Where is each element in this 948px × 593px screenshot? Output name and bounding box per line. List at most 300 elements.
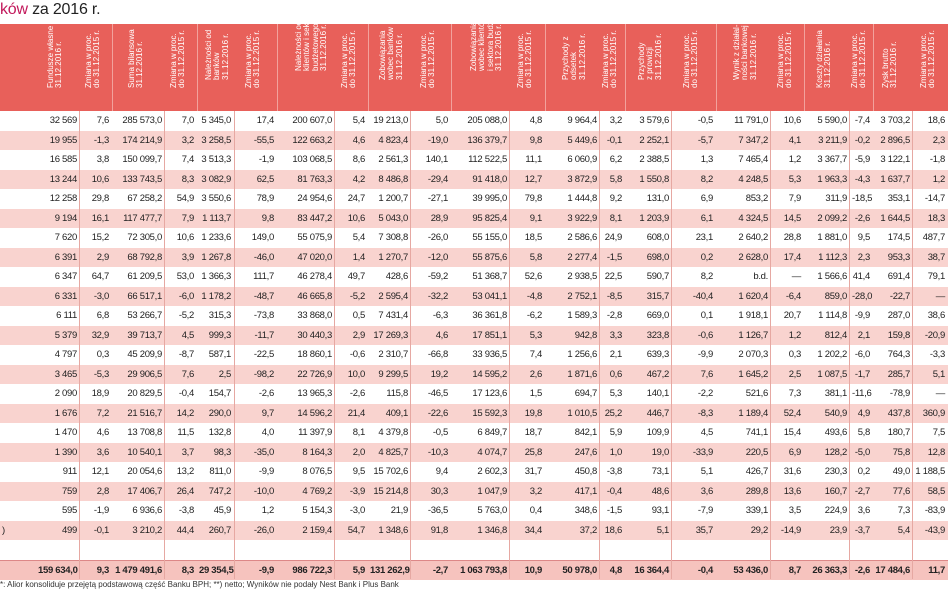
table-cell: 3 513,3 [201,154,231,165]
table-cell: 1 444,8 [567,193,597,204]
table-cell: 32,9 [91,329,109,341]
table-cell: 62,5 [256,173,274,185]
table-cell: 15,4 [783,427,801,438]
table-cell: 1 918,1 [738,310,768,321]
table-cell: 47 020,0 [297,251,332,263]
table-cell: 1 113,7 [202,212,231,224]
table-cell: 1 202,2 [817,349,847,360]
table-cell: 3 579,6 [639,115,669,126]
table-cell: 21,9 [390,505,408,516]
table-cell: 23,1 [695,232,713,243]
table-cell: 154,7 [208,388,231,399]
table-cell: 46 278,4 [297,271,332,282]
table-cell: 1 644,5 [880,212,910,224]
table-cell: 1,2 [261,505,274,516]
table-cell: 10,6 [347,212,365,224]
table-cell: 7,5 [932,427,945,438]
table-cell: 54,9 [176,193,194,204]
table-cell: -28,0 [852,290,873,302]
table-cell: 2,0 [352,446,365,458]
table-cell: 159,8 [887,329,910,341]
table-cell: 29,8 [91,193,109,204]
table-cell: 1 112,3 [818,251,847,263]
table-cell: -29,4 [427,173,448,185]
table-row [0,501,948,521]
table-cell: -0,1 [93,524,109,536]
table-cell: 608,0 [646,232,669,243]
table-cell: 19,8 [524,407,542,419]
table-cell: 5 345,0 [201,115,231,126]
row-label [2,404,32,424]
row-label [2,209,32,229]
table-cell: 93,1 [651,505,669,516]
table-cell: 12,1 [91,466,109,477]
table-cell: 4,6 [435,329,448,341]
table-cell: 9,7 [261,407,274,419]
table-cell: 540,9 [824,407,847,419]
table-cell: 7,6 [96,115,109,126]
table-cell: 7,6 [181,368,194,380]
table-cell: 14,5 [783,212,801,224]
table-cell: 764,3 [887,349,910,360]
table-cell: -14,9 [780,524,801,536]
table-cell: -11,6 [852,388,872,399]
table-cell: -7,4 [854,115,870,126]
table-cell: -26,0 [253,524,274,536]
table-cell: 2 252,1 [639,134,669,146]
table-cell: -3,7 [854,524,870,536]
row-label [2,111,32,131]
table-cell: -9,9 [258,565,274,576]
row-label [2,423,32,443]
column-header [370,24,411,111]
table-cell: 2 388,5 [639,154,669,165]
column-header [547,24,600,111]
table-cell: -20,9 [924,329,945,341]
column-separator [334,111,335,579]
row-label [2,365,32,385]
table-cell: -0,5 [697,115,713,126]
table-cell: 353,1 [887,193,910,204]
table-cell: -4,3 [854,173,870,185]
table-cell: 19 955 [49,134,77,146]
table-cell: 1 189,4 [738,407,768,419]
column-header-label: Zmiana w proc. do 31.12.2015 r. [419,30,437,89]
table-cell: 29 354,5 [199,565,234,576]
table-cell: 5,3 [529,329,542,341]
table-cell: 52,6 [524,271,542,282]
table-cell: 8 486,8 [378,173,408,185]
table-cell: 3,2 [529,485,542,497]
table-cell: 2 310,7 [378,349,408,360]
table-cell: 417,1 [574,485,597,497]
table-cell: 5,3 [788,173,801,185]
column-header-label: Fundusze własne 31.12.2016 r. [46,25,64,89]
table-cell: 6 391 [54,251,77,263]
header-separator [277,24,278,111]
table-cell: 842,1 [574,427,597,438]
table-cell: 759 [62,485,77,497]
table-cell: 45 209,9 [127,349,162,360]
table-cell: 2,8 [96,485,109,497]
table-cell: 9,5 [352,466,365,477]
table-cell: 247,6 [574,446,597,458]
footnote: *: Alior konsoliduje przejętą podstawową część Banku BPH; **) netto; Wyników nie podały Nest Bank i Plus Bank [0,580,399,589]
table-cell: 339,1 [745,505,768,516]
table-cell: -9,9 [697,349,713,360]
table-cell: 205 088,0 [467,115,507,126]
table-cell: 3,6 [857,505,870,516]
table-cell: 72 305,0 [127,232,162,243]
table-cell: 11,7 [928,565,945,576]
table-cell: — [791,271,801,282]
table-cell: 9 299,5 [378,368,408,380]
table-cell: 4 825,7 [378,446,408,458]
table-cell: 16,1 [91,212,109,224]
column-header-label: Przychody z prowizji 31.12.2016 r. [636,33,663,80]
table-cell: 29,2 [750,524,768,536]
table-cell: 6,9 [788,446,801,458]
table-cell: -5,2 [178,310,194,321]
table-cell: 49,7 [347,271,365,282]
table-cell: 10,6 [91,173,109,185]
table-cell: 77,6 [892,485,910,497]
table-cell: 2,9 [96,251,109,263]
table-cell: -43,9 [924,524,945,536]
table-cell: 55 875,6 [472,251,507,263]
table-cell: 6 331 [54,290,77,302]
table-row [0,306,948,326]
table-cell: 1 270,7 [378,251,408,263]
table-cell: 3 122,1 [880,154,910,165]
table-cell: 5 449,6 [567,134,597,146]
table-cell: 73,1 [651,466,669,477]
table-cell: 58,5 [927,485,945,497]
table-cell: 694,7 [574,388,597,399]
table-cell: -73,8 [253,310,274,321]
table-cell: -1,5 [606,505,622,516]
table-cell: -3,8 [606,466,622,477]
table-cell: 7,4 [529,349,542,360]
table-cell: -3,3 [929,349,945,360]
table-cell: -2,7 [432,565,448,576]
table-row [0,267,948,287]
table-cell: 8,1 [609,212,622,224]
table-cell: -9,9 [258,466,274,477]
table-cell: 669,0 [646,310,669,321]
table-cell: 1,2 [788,329,801,341]
table-cell: 54,7 [347,524,365,536]
table-cell: 11 791,0 [734,115,768,126]
table-cell: 698,0 [646,251,669,263]
table-cell: 3,9 [181,251,194,263]
header-separator [625,24,626,111]
column-separator [509,111,510,579]
table-cell: 1 637,7 [880,173,910,185]
table-cell: -11,7 [254,329,274,341]
table-cell: 5,1 [700,466,713,477]
table-cell: -3,0 [349,505,365,516]
table-cell: 1 346,8 [477,524,507,536]
table-cell: 4 324,5 [738,212,768,224]
table-cell: -6,4 [785,290,801,302]
table-cell: 4 248,5 [738,173,768,185]
table-cell: 95 825,4 [472,212,507,224]
column-header [627,24,672,111]
table-cell: 79,8 [524,193,542,204]
table-cell: 1 479 491,6 [115,565,162,576]
table-cell: -10,0 [253,485,274,497]
table-cell: 32 569 [49,115,77,126]
table-cell: -5,2 [349,290,365,302]
table-cell: 2,6 [529,368,542,380]
table-cell: 3,7 [181,446,194,458]
table-cell: -22,5 [253,349,274,360]
column-separator [410,111,411,579]
table-cell: 4,5 [700,427,713,438]
table-cell: 5,8 [529,251,542,263]
column-separator [912,111,913,579]
table-cell: -59,2 [427,271,448,282]
column-header [337,24,368,111]
table-cell: 0,6 [609,368,622,380]
table-cell: -33,9 [692,446,713,458]
table-row [0,365,948,385]
table-cell: 2,3 [932,134,945,146]
table-cell: 911 [62,466,77,477]
table-cell: 78,9 [256,193,274,204]
table-cell: 46 665,8 [297,290,332,302]
column-header-label: Zysk brutto 31.12.2016 r. [881,41,899,89]
table-cell: 15 592,3 [472,407,507,419]
table-cell: 409,1 [385,407,408,419]
table-cell: 28,8 [783,232,801,243]
table-cell: 2 277,4 [567,251,597,263]
header-separator [873,24,874,111]
table-cell: 8,6 [352,154,365,165]
table-cell: 1,3 [700,154,713,165]
table-cell: 487,7 [922,232,945,243]
table-cell: -8,7 [178,349,194,360]
table-cell: -6,0 [854,349,870,360]
table-row [0,189,948,209]
table-cell: 230,3 [824,466,847,477]
table-cell: -0,4 [697,565,713,576]
table-cell: 132,8 [208,427,231,438]
table-cell: 12,7 [524,173,542,185]
table-cell: 39 713,7 [127,329,162,341]
table-cell: 61 209,5 [127,271,162,282]
table-cell: 15 214,8 [373,485,408,497]
row-label [2,306,32,326]
table-cell: 2 938,5 [567,271,597,282]
column-separator [671,111,672,579]
table-cell: 7 431,4 [378,310,408,321]
table-row [0,209,948,229]
table-cell: 8,2 [700,173,713,185]
table-cell: 3 367,7 [817,154,847,165]
table-cell: 26 363,3 [812,565,847,576]
table-cell: -9,9 [854,310,870,321]
column-header-label: Zmiana w proc. do 31.12.2015 r. [169,30,187,89]
table-cell: 22,5 [604,271,622,282]
column-header [279,10,335,111]
table-cell: 0,2 [700,251,713,263]
table-cell: 112 522,5 [468,154,507,165]
table-cell: 1 233,6 [201,232,231,243]
table-cell: 7 347,2 [738,134,768,146]
table-cell: 323,8 [646,329,669,341]
table-cell: 53 041,1 [472,290,507,302]
table-cell: 45,9 [213,505,231,516]
table-cell: 33 936,5 [472,349,507,360]
table-cell: 0,3 [96,349,109,360]
column-header-label: Zmiana w proc. do 31.12.2015 r. [244,30,262,89]
table-cell: 942,8 [574,329,597,341]
column-header-label: Zmiana w proc. do 31.12.2015 r. [682,30,700,89]
table-cell: 8,3 [181,173,194,185]
table-cell: 18,3 [927,212,945,224]
table-cell: 6 936,6 [132,505,162,516]
column-header [82,24,112,111]
table-cell: 5,9 [352,565,365,576]
table-cell: 467,2 [646,368,669,380]
table-cell: 1,2 [788,154,801,165]
table-row [0,384,948,404]
table-cell: 14 596,2 [297,407,332,419]
table-cell: 38,6 [927,310,945,321]
table-cell: 5,4 [352,232,365,243]
table-cell: 1 566,6 [817,271,847,282]
column-separator [599,111,600,579]
table-cell: 12 258 [49,193,77,204]
row-label [2,267,32,287]
table-cell: 4,6 [352,134,365,146]
table-cell: -48,7 [253,290,274,302]
table-cell: 3,2 [609,115,622,126]
table-cell: 5,1 [656,524,669,536]
table-row [0,248,948,268]
table-cell: 29 906,5 [127,368,162,380]
table-cell: 7,9 [181,212,194,224]
table-cell: 2 090 [54,388,77,399]
table-cell: 595 [62,505,77,516]
column-header-label: Wynik z działal- ności bankowej 31.12.2016 r. [731,24,758,80]
table-cell: 8,1 [352,427,365,438]
table-cell: -12,0 [427,251,448,263]
table-cell: 21,4 [347,407,365,419]
table-cell: 5,0 [435,115,448,126]
table-cell: -22,7 [889,290,910,302]
column-separator [849,111,850,579]
row-label [2,482,32,502]
table-cell: -3,0 [93,290,109,302]
table-cell: -35,0 [253,446,274,458]
table-cell: 200 607,0 [292,115,332,126]
table-row [0,443,948,463]
table-cell: 691,4 [887,271,910,282]
table-cell: -98,2 [253,368,274,380]
row-label: ) [2,524,5,536]
table-cell: 98,3 [213,446,231,458]
table-cell: -22,6 [427,407,448,419]
table-cell: 7,6 [700,368,713,380]
table-cell: 0,5 [352,310,365,321]
table-cell: 38,7 [927,251,945,263]
table-cell: -4,8 [526,290,542,302]
table-cell: -0,2 [854,134,870,146]
table-cell: 587,1 [208,349,231,360]
table-cell: 18 860,1 [297,349,332,360]
table-cell: 25,2 [604,407,622,419]
table-cell: 13 244 [49,173,77,185]
column-header-label: Zobowiązania wobec klientów i sektora budż. 31.12.2016 r. [468,17,503,72]
table-cell: 64,7 [91,271,109,282]
table-cell: 17,4 [783,251,801,263]
table-cell: 1 010,5 [567,407,597,419]
table-cell: 50 978,0 [562,565,597,576]
column-header [199,24,234,111]
table-cell: 0,2 [857,466,870,477]
row-label [2,345,32,365]
table-cell: 128,2 [824,446,847,458]
header-separator [368,24,369,111]
table-cell: 260,7 [208,524,231,536]
table-cell: -2,6 [258,388,274,399]
table-cell: -46,0 [253,251,274,263]
table-cell: 493,6 [824,427,847,438]
table-cell: 1 114,8 [818,310,847,321]
table-cell: -14,7 [924,193,945,204]
table-cell: -2,2 [697,388,713,399]
table-row [0,131,948,151]
table-cell: 15,2 [91,232,109,243]
table-cell: 2,1 [609,349,622,360]
table-cell: 4 769,2 [302,485,332,497]
table-cell: 0,3 [788,349,801,360]
table-cell: 19,0 [651,446,669,458]
column-separator [164,111,165,579]
table-cell: -2,6 [854,212,870,224]
column-header [915,24,948,111]
table-cell: 10 540,1 [127,446,162,458]
column-separator [79,111,80,579]
table-cell: -1,3 [93,134,109,146]
row-label [2,248,32,268]
table-cell: -32,2 [427,290,448,302]
column-header [38,24,80,111]
column-header [167,24,197,111]
table-cell: 11,5 [177,427,194,438]
table-cell: 2 099,2 [817,212,847,224]
table-cell: 140,1 [425,154,448,165]
table-cell: 4,8 [529,115,542,126]
table-cell: 8 076,5 [302,466,332,477]
table-cell: 111,7 [253,271,274,282]
table-cell: 51 368,7 [472,271,507,282]
table-cell: 3,6 [96,446,109,458]
column-header-label: Zmiana w proc. do 31.12.2015 r. [775,30,793,89]
table-cell: -1,9 [258,154,274,165]
table-cell: 1 188,5 [915,466,945,477]
table-cell: -0,6 [697,329,713,341]
table-cell: 180,7 [887,427,910,438]
table-cell: 1 203,9 [639,212,669,224]
table-cell: 1 470 [54,427,77,438]
table-cell: 3,8 [96,154,109,165]
table-cell: -3,9 [349,485,365,497]
table-cell: 1 256,6 [567,349,597,360]
